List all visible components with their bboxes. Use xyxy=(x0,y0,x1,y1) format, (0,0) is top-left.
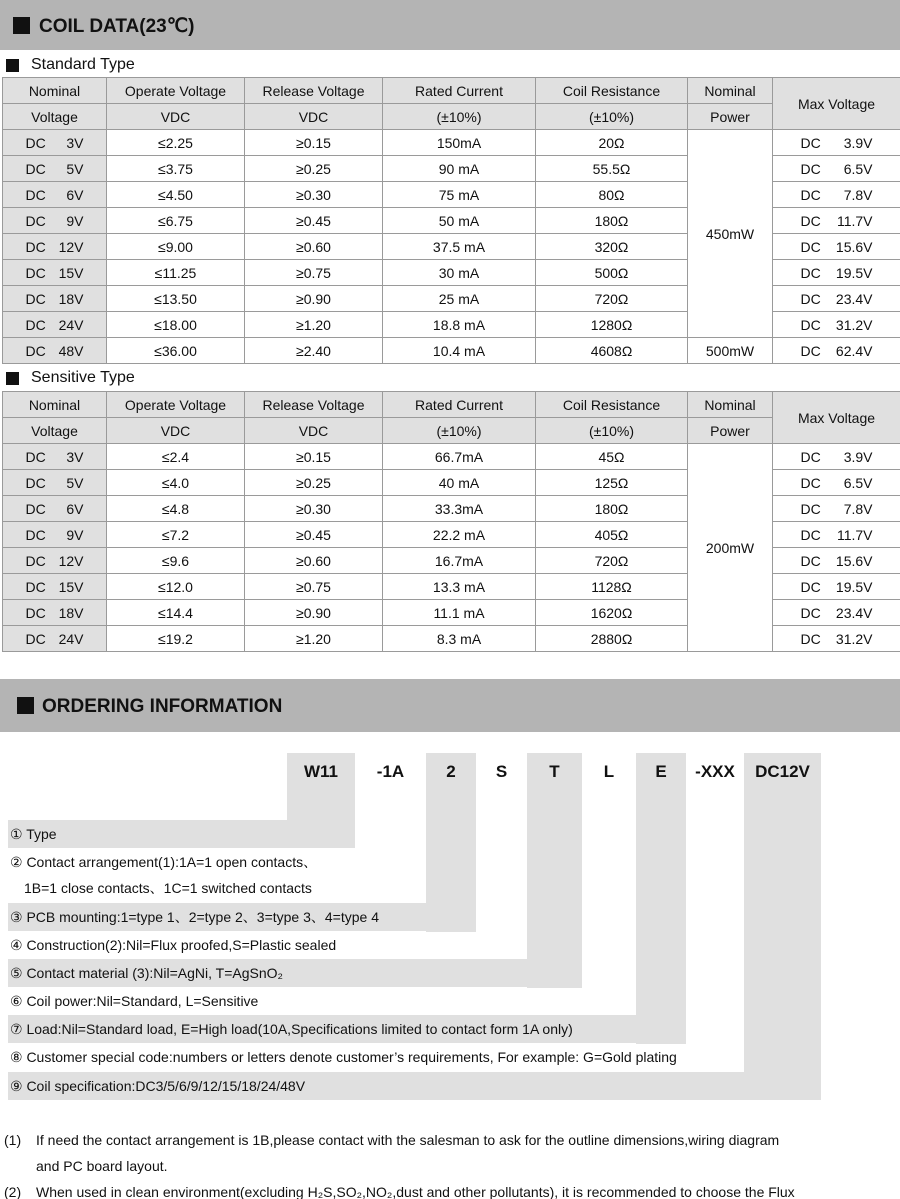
standard-release-voltage: ≥0.25 xyxy=(245,156,383,182)
standard-coil-resistance: 80Ω xyxy=(536,182,688,208)
standard-rated-current: 10.4 mA xyxy=(383,338,536,364)
sensitive-nominal-voltage: DC 24V xyxy=(3,626,107,652)
square-bullet-icon xyxy=(6,59,19,72)
ordering-item-coil-spec: ⑨ Coil specification:DC3/5/6/9/12/15/18/24/48V xyxy=(8,1072,305,1100)
ordering-item-type: ① Type xyxy=(8,820,57,848)
standard-release-voltage: ≥0.15 xyxy=(245,130,383,156)
ordering-item-load: ⑦ Load:Nil=Standard load, E=High load(10A,Specifications limited to contact form 1A only) xyxy=(8,1015,573,1043)
code-part-construction: S xyxy=(495,762,508,781)
sensitive-release-voltage: ≥0.15 xyxy=(245,444,383,470)
sensitive-operate-voltage: ≤4.8 xyxy=(107,496,245,522)
standard-release-voltage: ≥0.75 xyxy=(245,260,383,286)
standard-rated-current: 18.8 mA xyxy=(383,312,536,338)
sensitive-header-5-bottom: Power xyxy=(688,418,773,444)
standard-rated-current: 150mA xyxy=(383,130,536,156)
standard-rated-current: 30 mA xyxy=(383,260,536,286)
sensitive-operate-voltage: ≤4.0 xyxy=(107,470,245,496)
sensitive-release-voltage: ≥0.60 xyxy=(245,548,383,574)
ordering-item-pcb: ③ PCB mounting:1=type 1、2=type 2、3=type 3、4=type 4 xyxy=(8,903,379,931)
sensitive-nominal-voltage: DC 18V xyxy=(3,600,107,626)
sensitive-release-voltage: ≥0.25 xyxy=(245,470,383,496)
sensitive-max-voltage: DC 6.5V xyxy=(773,470,900,496)
standard-max-voltage: DC 31.2V xyxy=(773,312,900,338)
standard-header-4-top: Coil Resistance xyxy=(536,78,688,104)
standard-nominal-voltage: DC 5V xyxy=(3,156,107,182)
sensitive-operate-voltage: ≤14.4 xyxy=(107,600,245,626)
standard-release-voltage: ≥0.45 xyxy=(245,208,383,234)
sensitive-max-voltage: DC 23.4V xyxy=(773,600,900,626)
standard-max-voltage: DC 62.4V xyxy=(773,338,900,364)
standard-max-voltage: DC 6.5V xyxy=(773,156,900,182)
sensitive-operate-voltage: ≤9.6 xyxy=(107,548,245,574)
sensitive-rated-current: 16.7mA xyxy=(383,548,536,574)
sensitive-coil-table xyxy=(2,391,900,652)
standard-nominal-power: 500mW xyxy=(688,338,773,364)
sensitive-header-2-bottom: VDC xyxy=(245,418,383,444)
code-part-load: E xyxy=(636,753,686,791)
standard-coil-table xyxy=(2,77,900,364)
standard-rated-current: 50 mA xyxy=(383,208,536,234)
sensitive-max-voltage: DC 15.6V xyxy=(773,548,900,574)
standard-release-voltage: ≥1.20 xyxy=(245,312,383,338)
sensitive-header-3-top: Rated Current xyxy=(383,392,536,418)
standard-nominal-voltage: DC 15V xyxy=(3,260,107,286)
sensitive-max-voltage: DC 7.8V xyxy=(773,496,900,522)
sensitive-rated-current: 13.3 mA xyxy=(383,574,536,600)
sensitive-coil-resistance: 1620Ω xyxy=(536,600,688,626)
ordering-item-contact: ② Contact arrangement(1):1A=1 open contacts、 xyxy=(10,854,318,870)
standard-max-voltage: DC 15.6V xyxy=(773,234,900,260)
sensitive-type-label: Sensitive Type xyxy=(31,369,135,386)
sensitive-coil-resistance: 180Ω xyxy=(536,496,688,522)
standard-nominal-voltage: DC 3V xyxy=(3,130,107,156)
standard-release-voltage: ≥0.90 xyxy=(245,286,383,312)
sensitive-max-voltage: DC 19.5V xyxy=(773,574,900,600)
standard-nominal-voltage: DC 9V xyxy=(3,208,107,234)
standard-max-voltage: DC 11.7V xyxy=(773,208,900,234)
sensitive-release-voltage: ≥0.30 xyxy=(245,496,383,522)
standard-header-max-voltage: Max Voltage xyxy=(773,78,900,130)
standard-operate-voltage: ≤11.25 xyxy=(107,260,245,286)
sensitive-rated-current: 8.3 mA xyxy=(383,626,536,652)
standard-release-voltage: ≥0.60 xyxy=(245,234,383,260)
sensitive-header-max-voltage: Max Voltage xyxy=(773,392,900,444)
standard-header-5-bottom: Power xyxy=(688,104,773,130)
sensitive-header-0-top: Nominal xyxy=(3,392,107,418)
standard-nominal-voltage: DC 12V xyxy=(3,234,107,260)
sensitive-nominal-voltage: DC 9V xyxy=(3,522,107,548)
sensitive-nominal-voltage: DC 6V xyxy=(3,496,107,522)
ordering-item-customer: ⑧ Customer special code:numbers or letters denote customer’s requirements, For example: G=Gold plating xyxy=(10,1049,677,1065)
standard-header-2-top: Release Voltage xyxy=(245,78,383,104)
standard-nominal-voltage: DC 18V xyxy=(3,286,107,312)
ordering-item-construction: ④ Construction(2):Nil=Flux proofed,S=Plastic sealed xyxy=(10,937,337,953)
ordering-item-coil-power: ⑥ Coil power:Nil=Standard, L=Sensitive xyxy=(10,993,259,1009)
standard-release-voltage: ≥2.40 xyxy=(245,338,383,364)
coil-data-title: COIL DATA(23℃) xyxy=(39,16,195,37)
sensitive-header-5-top: Nominal xyxy=(688,392,773,418)
code-column-9 xyxy=(744,791,821,1100)
standard-operate-voltage: ≤36.00 xyxy=(107,338,245,364)
sensitive-rated-current: 66.7mA xyxy=(383,444,536,470)
ordering-item-contact-cont: 1B=1 close contacts、1C=1 switched contacts xyxy=(24,880,312,896)
sensitive-rated-current: 40 mA xyxy=(383,470,536,496)
sensitive-release-voltage: ≥0.90 xyxy=(245,600,383,626)
standard-header-2-bottom: VDC xyxy=(245,104,383,130)
sensitive-rated-current: 22.2 mA xyxy=(383,522,536,548)
sensitive-operate-voltage: ≤2.4 xyxy=(107,444,245,470)
standard-header-3-bottom: (±10%) xyxy=(383,104,536,130)
standard-max-voltage: DC 23.4V xyxy=(773,286,900,312)
sensitive-release-voltage: ≥0.75 xyxy=(245,574,383,600)
sensitive-coil-resistance: 125Ω xyxy=(536,470,688,496)
sensitive-coil-resistance: 45Ω xyxy=(536,444,688,470)
square-bullet-icon xyxy=(13,17,30,34)
sensitive-header-3-bottom: (±10%) xyxy=(383,418,536,444)
code-part-customer: -XXX xyxy=(695,762,735,781)
sensitive-rated-current: 11.1 mA xyxy=(383,600,536,626)
standard-table-row xyxy=(3,130,900,156)
standard-coil-resistance: 4608Ω xyxy=(536,338,688,364)
standard-rated-current: 25 mA xyxy=(383,286,536,312)
standard-table-row xyxy=(3,338,900,364)
sensitive-operate-voltage: ≤7.2 xyxy=(107,522,245,548)
sensitive-nominal-voltage: DC 3V xyxy=(3,444,107,470)
ordering-item-material: ⑤ Contact material (3):Nil=AgNi, T=AgSnO₂ xyxy=(8,959,283,987)
standard-header-1-bottom: VDC xyxy=(107,104,245,130)
sensitive-header-4-top: Coil Resistance xyxy=(536,392,688,418)
sensitive-nominal-voltage: DC 5V xyxy=(3,470,107,496)
standard-nominal-voltage: DC 24V xyxy=(3,312,107,338)
sensitive-operate-voltage: ≤12.0 xyxy=(107,574,245,600)
standard-operate-voltage: ≤6.75 xyxy=(107,208,245,234)
standard-release-voltage: ≥0.30 xyxy=(245,182,383,208)
standard-coil-resistance: 180Ω xyxy=(536,208,688,234)
code-part-contact: -1A xyxy=(376,762,405,781)
standard-rated-current: 75 mA xyxy=(383,182,536,208)
code-part-coil-spec: DC12V xyxy=(744,753,821,791)
note-1: (1) If need the contact arrangement is 1B,please contact with the salesman to ask for the outline dimensions,wiring diagram xyxy=(4,1132,780,1148)
sensitive-table-row xyxy=(3,444,900,470)
standard-header-3-top: Rated Current xyxy=(383,78,536,104)
standard-nominal-voltage: DC 6V xyxy=(3,182,107,208)
sensitive-coil-resistance: 405Ω xyxy=(536,522,688,548)
ordering-title: ORDERING INFORMATION xyxy=(42,696,283,717)
sensitive-rated-current: 33.3mA xyxy=(383,496,536,522)
code-column-7 xyxy=(636,791,686,1044)
code-part-coil-power: L xyxy=(603,762,615,781)
standard-header-0-top: Nominal xyxy=(3,78,107,104)
sensitive-operate-voltage: ≤19.2 xyxy=(107,626,245,652)
sensitive-header-1-bottom: VDC xyxy=(107,418,245,444)
standard-max-voltage: DC 7.8V xyxy=(773,182,900,208)
standard-nominal-voltage: DC 48V xyxy=(3,338,107,364)
sensitive-header-2-top: Release Voltage xyxy=(245,392,383,418)
code-part-type: W11 xyxy=(287,753,355,791)
sensitive-release-voltage: ≥0.45 xyxy=(245,522,383,548)
sensitive-max-voltage: DC 3.9V xyxy=(773,444,900,470)
code-part-material: T xyxy=(527,753,582,791)
standard-coil-resistance: 320Ω xyxy=(536,234,688,260)
standard-coil-resistance: 500Ω xyxy=(536,260,688,286)
standard-operate-voltage: ≤13.50 xyxy=(107,286,245,312)
standard-rated-current: 90 mA xyxy=(383,156,536,182)
footnotes xyxy=(0,1127,900,1199)
standard-rated-current: 37.5 mA xyxy=(383,234,536,260)
standard-header-1-top: Operate Voltage xyxy=(107,78,245,104)
standard-header-4-bottom: (±10%) xyxy=(536,104,688,130)
code-part-pcb: 2 xyxy=(426,753,476,791)
standard-coil-resistance: 55.5Ω xyxy=(536,156,688,182)
standard-max-voltage: DC 19.5V xyxy=(773,260,900,286)
sensitive-coil-resistance: 720Ω xyxy=(536,548,688,574)
square-bullet-icon xyxy=(17,697,34,714)
sensitive-coil-resistance: 1128Ω xyxy=(536,574,688,600)
sensitive-nominal-voltage: DC 15V xyxy=(3,574,107,600)
coil-data-banner xyxy=(0,0,900,50)
standard-operate-voltage: ≤2.25 xyxy=(107,130,245,156)
sensitive-release-voltage: ≥1.20 xyxy=(245,626,383,652)
standard-operate-voltage: ≤4.50 xyxy=(107,182,245,208)
standard-nominal-power: 450mW xyxy=(688,130,773,338)
standard-operate-voltage: ≤3.75 xyxy=(107,156,245,182)
sensitive-max-voltage: DC 31.2V xyxy=(773,626,900,652)
standard-coil-resistance: 720Ω xyxy=(536,286,688,312)
standard-header-0-bottom: Voltage xyxy=(3,104,107,130)
standard-max-voltage: DC 3.9V xyxy=(773,130,900,156)
note-1-cont: and PC board layout. xyxy=(36,1158,168,1174)
standard-type-label: Standard Type xyxy=(31,56,135,73)
sensitive-coil-resistance: 2880Ω xyxy=(536,626,688,652)
standard-operate-voltage: ≤9.00 xyxy=(107,234,245,260)
standard-header-5-top: Nominal xyxy=(688,78,773,104)
sensitive-nominal-power: 200mW xyxy=(688,444,773,652)
sensitive-header-0-bottom: Voltage xyxy=(3,418,107,444)
ordering-banner xyxy=(0,679,900,732)
sensitive-nominal-voltage: DC 12V xyxy=(3,548,107,574)
square-bullet-icon xyxy=(6,372,19,385)
standard-coil-resistance: 20Ω xyxy=(536,130,688,156)
sensitive-max-voltage: DC 11.7V xyxy=(773,522,900,548)
sensitive-header-1-top: Operate Voltage xyxy=(107,392,245,418)
sensitive-header-4-bottom: (±10%) xyxy=(536,418,688,444)
standard-coil-resistance: 1280Ω xyxy=(536,312,688,338)
note-2: (2) When used in clean environment(excluding H₂S,SO₂,NO₂,dust and other pollutants), it is recommended to choose the Flux xyxy=(4,1184,795,1199)
standard-operate-voltage: ≤18.00 xyxy=(107,312,245,338)
